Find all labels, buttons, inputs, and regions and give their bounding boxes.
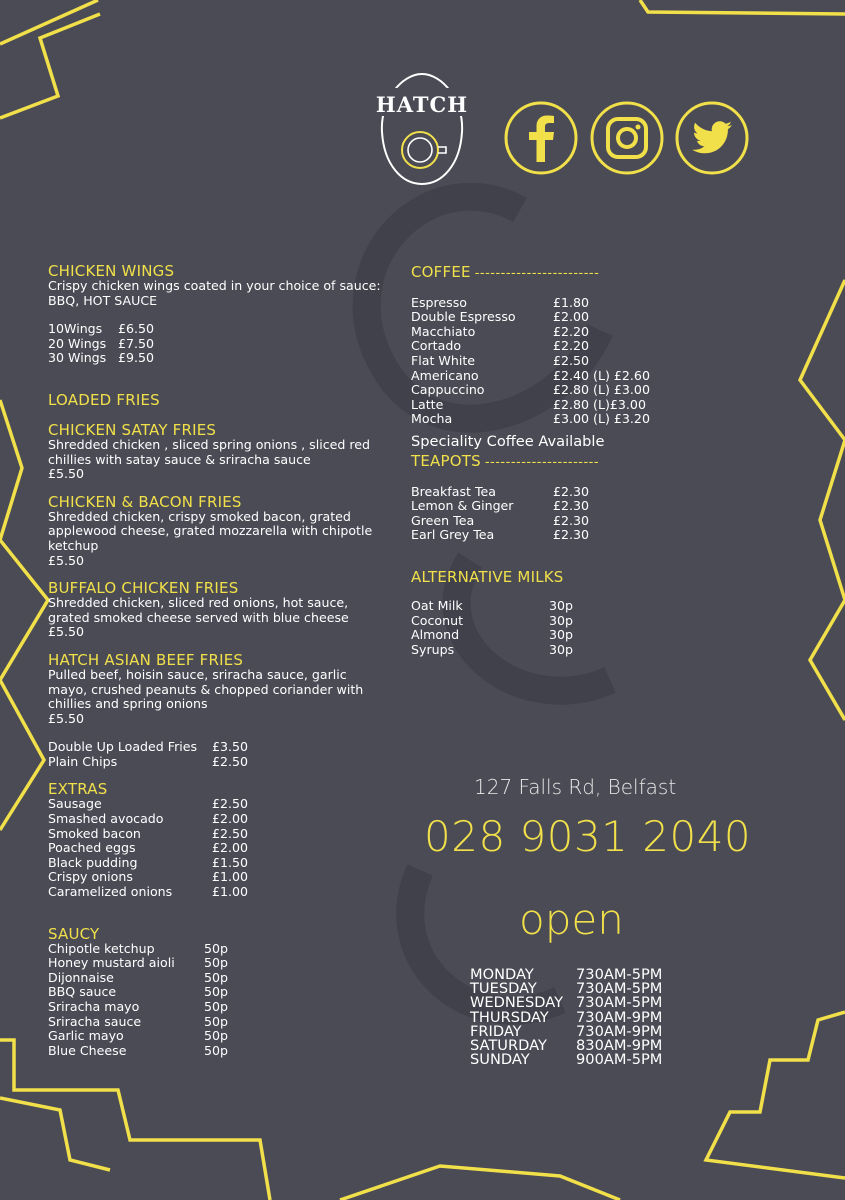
item-price: £5.50 <box>48 466 85 482</box>
list-item: Chipotle ketchup 50p <box>48 940 229 956</box>
list-item: 20 Wings £7.50 <box>48 335 155 351</box>
list-item: Smoked bacon £2.50 <box>48 825 249 841</box>
list-item: Cortado £2.20 <box>411 338 590 354</box>
section-heading-chicken-wings: CHICKEN WINGS <box>48 262 175 280</box>
list-item: Espresso £1.80 <box>411 294 590 310</box>
item-title: HATCH ASIAN BEEF FRIES <box>48 650 244 669</box>
section-heading-saucy: SAUCY <box>48 924 100 943</box>
list-item: Crispy onions £1.00 <box>48 869 249 885</box>
item-description: Pulled beef, hoisin sauce, sriracha sauce, garlic mayo, crushed peanuts & chopped coriander with chillies and spring onions <box>48 666 364 712</box>
list-item: Caramelized onions £1.00 <box>48 884 249 900</box>
chicken-wings-list <box>48 322 388 366</box>
section-heading-teapots: TEAPOTS <box>411 451 481 470</box>
list-item: Plain Chips £2.50 <box>48 753 249 769</box>
brand-name: HATCH <box>375 92 469 117</box>
extras-list <box>48 797 388 899</box>
list-item: Sausage £2.50 <box>48 796 249 812</box>
item-description: Shredded chicken, sliced red onions, hot sauce, grated smoked cheese served with blue cheese <box>48 595 349 625</box>
hours-row: MONDAY 730AM-5PM <box>470 966 663 983</box>
list-item: Americano £2.40 (L) £2.60 <box>411 367 650 383</box>
list-item: Dijonnaise 50p <box>48 969 229 985</box>
hours-row: WEDNESDAY 730AM-5PM <box>470 994 663 1012</box>
list-item: Double Up Loaded Fries £3.50 <box>48 739 249 755</box>
hours-row: TUESDAY 730AM-5PM <box>470 980 663 998</box>
hours-row: SUNDAY 900AM-5PM <box>470 1051 663 1069</box>
instagram-icon[interactable] <box>589 100 665 176</box>
item-price: £5.50 <box>48 624 85 640</box>
list-item: Cappuccino £2.80 (L) £3.00 <box>411 382 650 398</box>
coffee-list <box>411 296 741 427</box>
list-item: Breakfast Tea £2.30 <box>411 483 590 499</box>
saucy-list <box>48 942 388 1059</box>
list-item: Lemon & Ginger £2.30 <box>411 498 590 514</box>
egg-outline-icon <box>372 70 472 190</box>
left-menu-column <box>48 263 388 1058</box>
speciality-coffee-note: Speciality Coffee Available <box>411 432 605 450</box>
open-label: open <box>519 895 624 944</box>
section-heading-loaded-fries: LOADED FRIES <box>48 390 160 409</box>
list-item: Poached eggs £2.00 <box>48 840 249 856</box>
phone-number[interactable]: 028 9031 2040 <box>424 812 752 861</box>
milks-list <box>411 599 741 657</box>
list-item: Double Espresso £2.00 <box>411 309 590 325</box>
teapots-list <box>411 485 741 543</box>
list-item: Smashed avocado £2.00 <box>48 811 249 827</box>
facebook-icon[interactable] <box>503 100 579 176</box>
list-item: Garlic mayo 50p <box>48 1028 229 1044</box>
list-item: 30 Wings £9.50 <box>48 350 155 366</box>
list-item: Honey mustard aioli 50p <box>48 955 229 971</box>
hours-row: THURSDAY 730AM-9PM <box>470 1008 663 1026</box>
list-item: Sriracha mayo 50p <box>48 999 229 1014</box>
teapots-dashes: ---------------------- <box>484 454 600 470</box>
section-heading-extras: EXTRAS <box>48 780 108 799</box>
section-heading-coffee: COFFEE <box>411 263 471 281</box>
item-description: Shredded chicken, crispy smoked bacon, grated applewood cheese, grated mozzarella with chipotle ketchup <box>48 508 373 553</box>
item-title: BUFFALO CHICKEN FRIES <box>48 579 239 598</box>
list-item: Mocha £3.00 (L) £3.20 <box>411 411 650 427</box>
hatch-logo <box>372 70 472 190</box>
item-description: Shredded chicken , sliced spring onions , sliced red chillies with satay sauce & sriracha sauce <box>48 436 371 467</box>
list-item: Black pudding £1.50 <box>48 854 249 870</box>
list-item: Coconut 30p <box>411 612 574 628</box>
list-item: Earl Grey Tea £2.30 <box>411 527 590 543</box>
twitter-icon[interactable] <box>674 100 750 176</box>
list-item: Sriracha sauce 50p <box>48 1013 229 1029</box>
item-title: CHICKEN SATAY FRIES <box>48 420 217 439</box>
list-item: Almond 30p <box>411 627 574 643</box>
address: 127 Falls Rd, Belfast <box>474 775 677 799</box>
item-price: £5.50 <box>48 552 85 568</box>
coffee-dashes: ------------------------ <box>474 266 600 281</box>
item-title: CHICKEN & BACON FRIES <box>48 492 242 511</box>
hours-row: FRIDAY 730AM-9PM <box>470 1022 663 1040</box>
chicken-wings-description: Crispy chicken wings coated in your choice of sauce: BBQ, HOT SAUCE <box>48 278 381 308</box>
list-item: 10Wings £6.50 <box>48 321 155 337</box>
item-price: £5.50 <box>48 710 85 726</box>
list-item: Flat White £2.50 <box>411 352 590 368</box>
list-item: Syrups 30p <box>411 641 574 657</box>
opening-hours <box>470 968 662 1067</box>
list-item: Oat Milk 30p <box>411 597 574 613</box>
hours-row: SATURDAY 830AM-9PM <box>470 1037 663 1055</box>
list-item: Blue Cheese 50p <box>48 1042 229 1058</box>
right-menu-column <box>411 264 741 657</box>
list-item: Macchiato £2.20 <box>411 323 590 339</box>
section-heading-alternative-milks: ALTERNATIVE MILKS <box>411 567 564 586</box>
list-item: BBQ sauce 50p <box>48 984 229 1000</box>
list-item: Latte £2.80 (L)£3.00 <box>411 396 646 412</box>
list-item: Green Tea £2.30 <box>411 512 590 528</box>
